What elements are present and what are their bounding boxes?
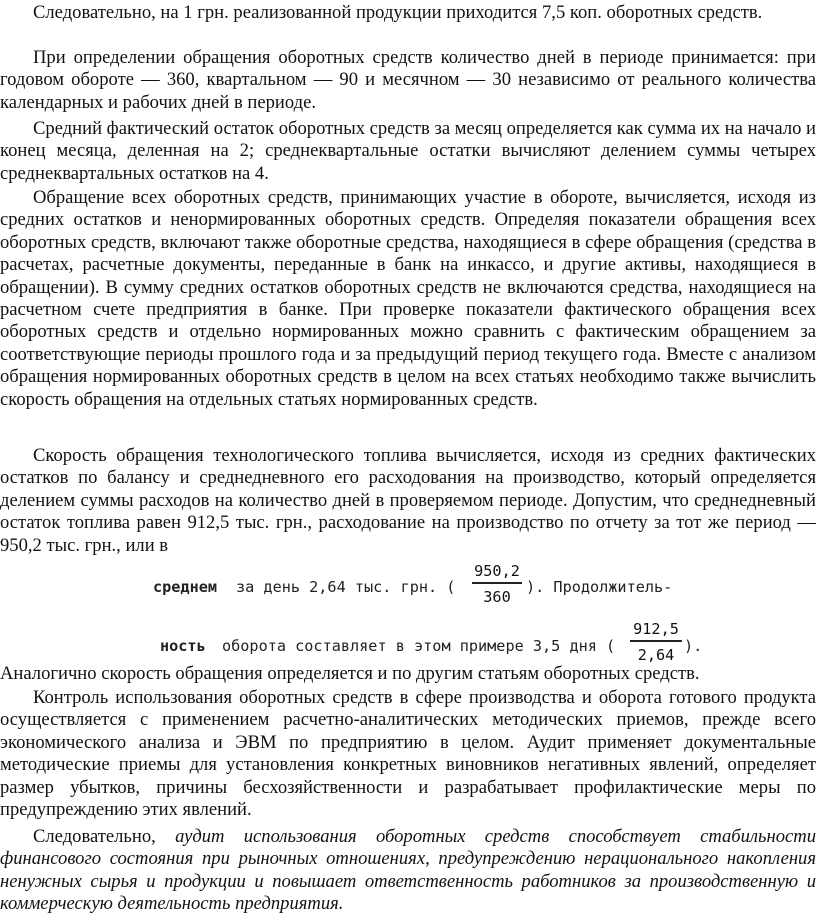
formula-2-lead-bold: ность xyxy=(160,637,206,655)
formula-2-tail: ). xyxy=(684,637,703,655)
formula-1-lead-bold: среднем xyxy=(153,578,218,596)
paragraph-3: Средний фактический остаток оборотных средств за месяц определяется как сумма их на начало и конец месяца, деленная на 2; среднеквартальные остатки вычисляют делением суммы четырех среднеквартальных остатков на 4. xyxy=(0,118,816,184)
paragraph-1: Следовательно, на 1 грн. реализованной продукции приходится 7,5 коп. оборотных средств. xyxy=(33,2,763,23)
paragraph-8 xyxy=(0,826,816,916)
formula-1-lead: за день 2,64 тыс. грн. ( xyxy=(236,578,456,596)
fraction-1 xyxy=(472,560,522,610)
fraction-1-bar xyxy=(472,582,522,584)
paragraph-5: Скорость обращения технологического топлива вычисляется, исходя из средних фактических остатков по балансу и среднедневного его расходования на производство, который определяется делением суммы расходов на количество дней в проверяемом периоде. Допустим, что среднедневный остаток топлива равен 912,5 тыс. грн., расходование на производство по отчету за тот же период — 950,2 тыс. грн., или в xyxy=(0,445,816,556)
paragraph-7: Контроль использования оборотных средств в сфере производства и оборота готового продукта осуществляется с применением расчетно-аналитических методических приемов, прежде всего экономического анализа и ЭВМ по предприятию в целом. Аудит применяет документальные методические приемы для установления конкретных виновников негативных явлений, определяет размер убытков, причины бесхозяйственности и разрабатывает профилактические меры по предупреждению этих явлений. xyxy=(0,687,816,821)
paragraph-2: При определении обращения оборотных средств количество дней в периоде принимается: при годовом обороте — 360, квартальном — 90 и месячном — 30 независимо от реального количества календарных и рабочих дней в периоде. xyxy=(0,47,816,113)
fraction-2-numerator: 912,5 xyxy=(633,620,679,638)
fraction-2 xyxy=(630,618,682,668)
formula-1-tail: ). Продолжитель- xyxy=(526,578,673,596)
fraction-2-bar xyxy=(630,640,682,642)
fraction-1-numerator: 950,2 xyxy=(474,562,520,580)
paragraph-4: Обращение всех оборотных средств, принимающих участие в обороте, вычисляется, исходя из средних остатков и ненормированных оборотных средств. Определяя показатели обращения всех оборотных средств, включают также оборотные средства, находящиеся в сфере обращения (средства в расчетах, расчетные документы, переданные в банк на инкассо, и другие активы, находящиеся в обращении). В сумму средних остатков оборотных средств не включаются средства, находящиеся на расчетном счете предприятия в банке. При проверке показатели фактического обращения всех оборотных средств и отдельно нормированных можно сравнить с фактическим обращением за соответствующие периоды прошлого года и за предыдущий период текущего года. Вместе с анализом обращения нормированных оборотных средств в целом на всех статьях необходимо также вычислить скорость обращения на отдельных статьях нормированных средств. xyxy=(0,187,816,410)
paragraph-8-lead: Следовательно, xyxy=(33,826,156,847)
formula-2-lead: оборота составляет в этом примере 3,5 дня ( xyxy=(222,637,616,655)
paragraph-6: Аналогично скорость обращения определяется и по другим статьям оборотных средств. xyxy=(0,663,700,684)
fraction-1-denominator: 360 xyxy=(483,588,511,606)
paragraph-8-italic: аудит использования оборотных средств способствует стабильности финансового состояния при рыночных отношениях, предупреждению нерационального накопления ненужных сырья и продукции и повышает ответственность работников за производственную и коммерческую деятельность предприятия. xyxy=(0,826,816,915)
fraction-2-denominator: 2,64 xyxy=(637,646,675,664)
